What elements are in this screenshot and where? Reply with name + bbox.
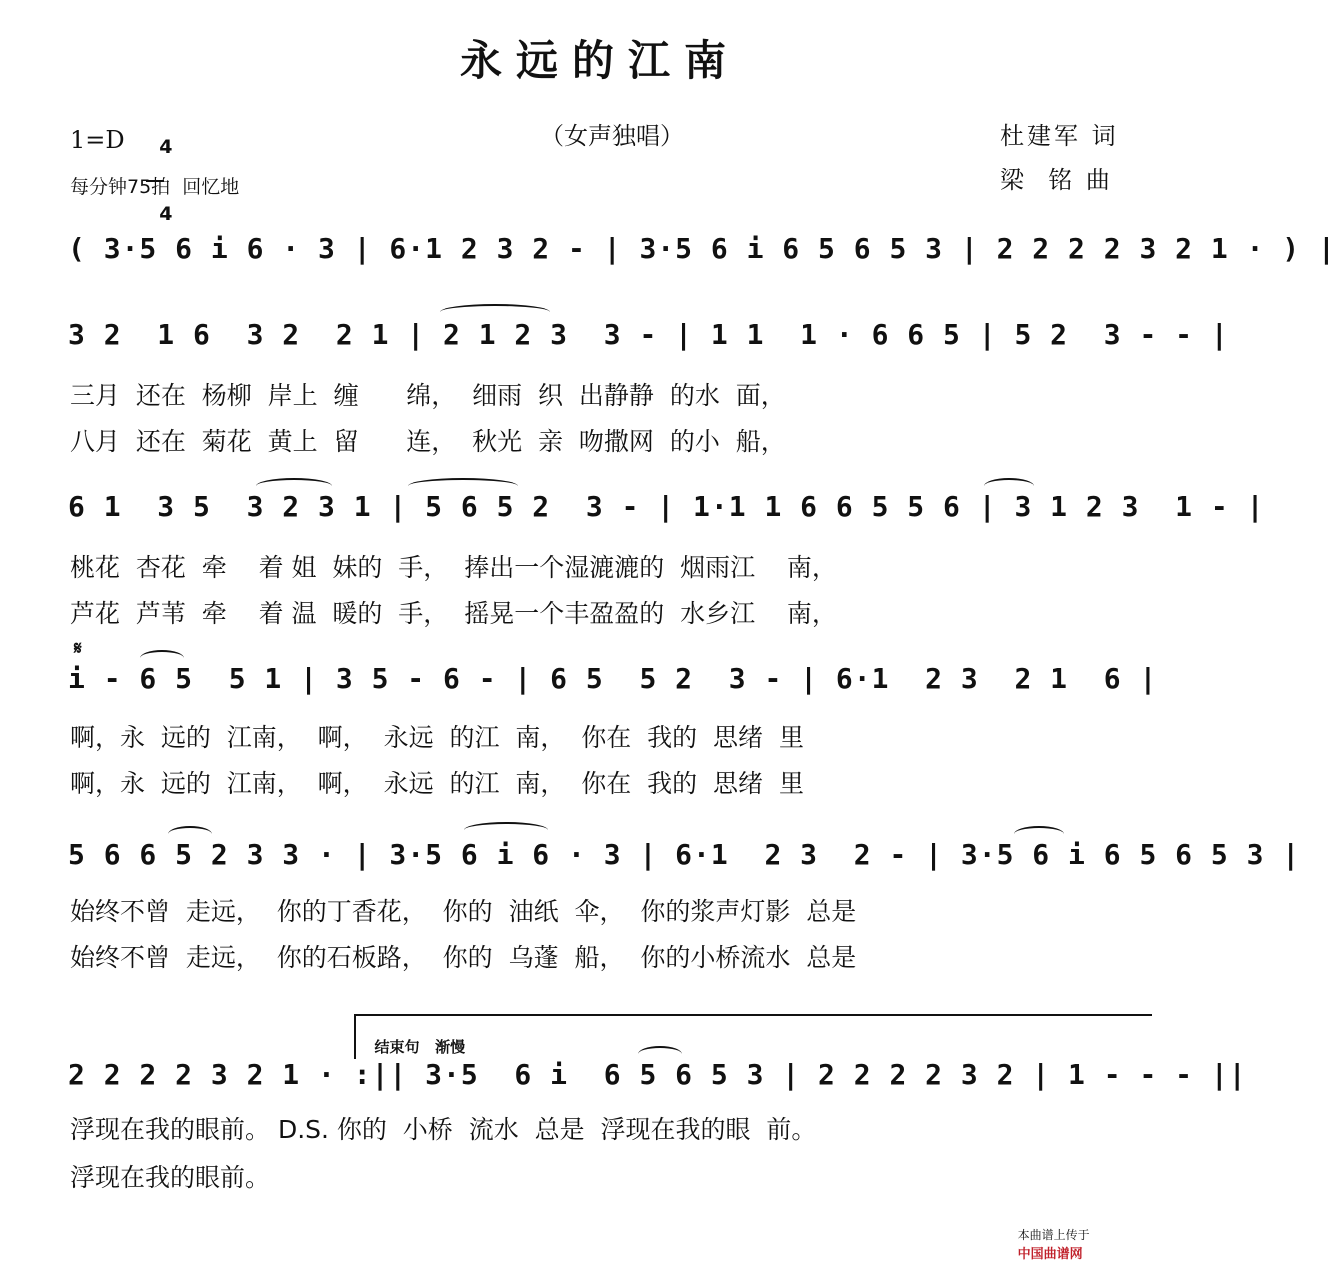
time-signature-bottom: 4 [159, 203, 173, 225]
performance-note: （女声独唱） [540, 122, 684, 150]
lyric-line-3-verse-2: 芦花 芦苇 牵 着 温 暖的 手， 摇晃一个丰盈盈的 水乡江 南， [70, 599, 837, 628]
upload-credit [1010, 1212, 1090, 1262]
notation-line-5: 5 6 6 5 2 3 3 · | 3·5 6 i 6 · 3 | 6·1 2 3 2 - | 3·5 6 i 6 5 6 5 3 | [68, 838, 1301, 871]
tempo-marking: 每分钟75拍 回忆地 [70, 176, 240, 198]
notation-line-3: 6 1 3 5 3 2 3 1 | 5 6 5 2 3 - | 1·1 1 6 6 5 5 6 | 3 1 2 3 1 - | [68, 490, 1265, 523]
lyric-line-6-verse-1: 浮现在我的眼前。 D.S. 你的 小桥 流水 总是 浮现在我的眼 前。 [70, 1115, 817, 1144]
lyric-line-4-verse-1: 啊，永 远的 江南， 啊， 永远 的江 南， 你在 我的 思绪 里 [70, 723, 804, 752]
key-signature: 1=D [70, 126, 125, 154]
lyric-line-2-verse-1: 三月 还在 杨柳 岸上 缠 绵， 细雨 织 出静静 的水 面， [70, 381, 786, 410]
lyric-line-4-verse-2: 啊，永 远的 江南， 啊， 永远 的江 南， 你在 我的 思绪 里 [70, 769, 804, 798]
time-signature-top: 4 [159, 136, 173, 158]
segno-sign: 𝄋 [74, 638, 82, 659]
ending-section-label [354, 1014, 1152, 1059]
upload-credit-prefix: 本曲谱上传于 [1017, 1228, 1090, 1242]
slur-mark [464, 822, 548, 838]
lyric-line-5-verse-2: 始终不曾 走远， 你的石板路， 你的 乌蓬 船， 你的小桥流水 总是 [70, 943, 857, 972]
site-brand-logo: 中国曲谱网 [1017, 1247, 1083, 1262]
lyric-line-6-verse-2: 浮现在我的眼前。 [70, 1163, 271, 1192]
notation-line-4: i - 6 5 5 1 | 3 5 - 6 - | 6 5 5 2 3 - | 6·1 2 3 2 1 6 | [68, 662, 1158, 695]
time-signature [146, 116, 173, 225]
song-title: 永远的江南 [459, 36, 740, 85]
composer-credit: 梁 铭 曲 [1000, 166, 1113, 194]
lyricist-credit: 杜建军 词 [1000, 122, 1119, 150]
lyric-line-3-verse-1: 桃花 杏花 牵 着 姐 妹的 手， 捧出一个湿漉漉的 烟雨江 南， [70, 553, 837, 582]
notation-line-6: 2 2 2 2 3 2 1 · :|| 3·5 6 i 6 5 6 5 3 | 2 2 2 2 3 2 | 1 - - - || [68, 1058, 1247, 1091]
notation-line-1: ( 3·5 6 i 6 · 3 | 6·1 2 3 2 - | 3·5 6 i 6 5 6 5 3 | 2 2 2 2 3 2 1 · ) | [68, 232, 1336, 265]
ending-section-text: 结束句 渐慢 [374, 1038, 466, 1056]
lyric-line-5-verse-1: 始终不曾 走远， 你的丁香花， 你的 油纸 伞， 你的浆声灯影 总是 [70, 897, 857, 926]
notation-line-2: 3 2 1 6 3 2 2 1 | 2 1 2 3 3 - | 1 1 1 · 6 6 5 | 5 2 3 - - | [68, 318, 1229, 351]
lyric-line-2-verse-2: 八月 还在 菊花 黄上 留 连， 秋光 亲 吻撒网 的小 船， [70, 427, 786, 456]
